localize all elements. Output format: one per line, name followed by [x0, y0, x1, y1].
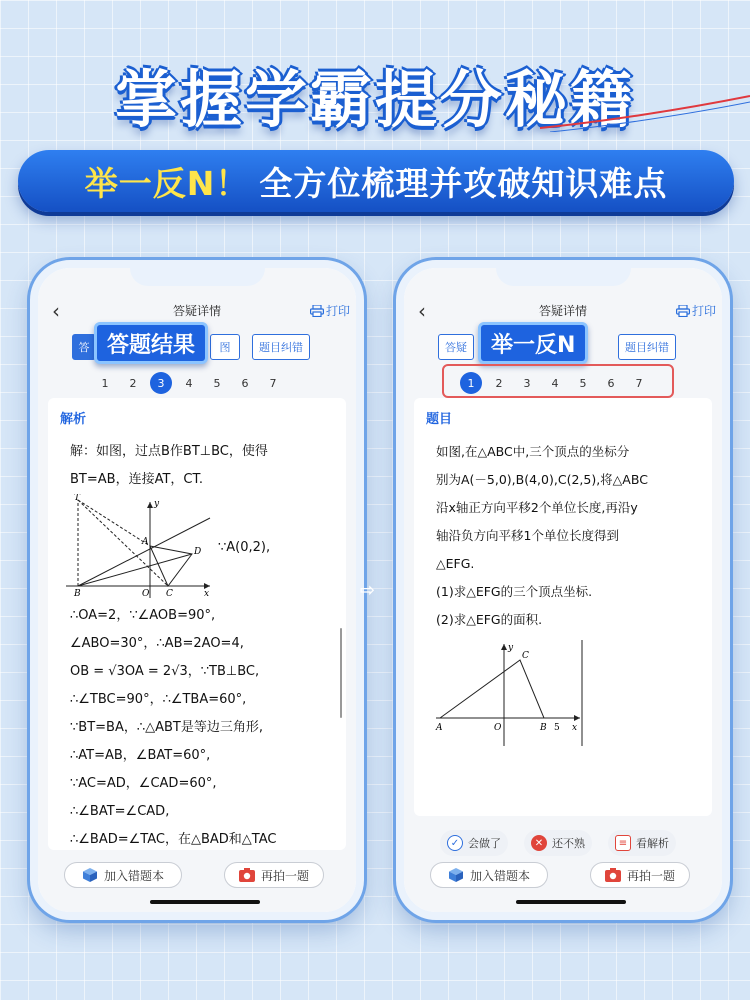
add-wrong-book-label: 加入错题本	[103, 868, 164, 883]
solution-line: ∴∠BAD=∠TAC，在△BAD和△TAC	[70, 832, 277, 847]
label-A: A	[142, 537, 149, 547]
document-icon: ≡	[615, 835, 631, 851]
label-x: x	[572, 723, 578, 733]
tab-answer[interactable]: 答	[72, 334, 96, 360]
print-label: 打印	[325, 304, 350, 318]
camera-icon	[605, 868, 621, 882]
add-wrong-book-button[interactable]	[430, 862, 548, 888]
triangle-figure	[434, 638, 584, 748]
page-6[interactable]: 6	[607, 376, 615, 390]
question-pager	[460, 372, 656, 394]
view-analysis-label: 看解析	[636, 837, 669, 850]
not-familiar-button[interactable]	[524, 830, 592, 856]
cube-icon	[448, 867, 464, 883]
phone-notch	[496, 260, 631, 286]
got-it-label: 会做了	[468, 837, 501, 850]
page-7[interactable]: 7	[269, 376, 277, 390]
tab-error-correction[interactable]: 题目纠错	[618, 334, 676, 360]
print-button[interactable]	[310, 302, 350, 319]
not-familiar-label: 还不熟	[552, 837, 585, 850]
phone-notch	[130, 260, 265, 286]
add-wrong-book-label: 加入错题本	[469, 868, 530, 883]
print-label: 打印	[691, 304, 716, 318]
solution-line: ∠ABO=30°，∴AB=2AO=4,	[70, 636, 244, 651]
solution-text	[70, 438, 334, 850]
solution-line: ∴∠BAT=∠CAD,	[70, 804, 170, 819]
label-x: x	[204, 589, 210, 599]
printer-icon	[676, 305, 690, 317]
scrollbar[interactable]	[340, 628, 342, 718]
page-2[interactable]: 2	[495, 376, 503, 390]
phone-draw-inferences	[396, 260, 730, 920]
page-3[interactable]: 3	[523, 376, 531, 390]
solution-line: 解：如图，过点B作BT⊥BC，使得	[70, 444, 268, 459]
question-line: 沿x轴正方向平移2个单位长度,再沿y	[436, 500, 638, 515]
label-C: C	[522, 651, 529, 661]
section-title: 解析	[60, 412, 87, 427]
page-title: 答疑详情	[538, 304, 587, 318]
solution-line: BT=AB，连接AT，CT.	[70, 472, 203, 487]
question-pager	[94, 372, 290, 394]
bottom-actions	[404, 862, 722, 892]
bottom-actions	[38, 862, 356, 892]
cube-icon	[82, 867, 98, 883]
page-1[interactable]: 1	[101, 376, 109, 390]
label-5: 5	[554, 723, 560, 733]
tab-error-correction[interactable]: 题目纠错	[252, 334, 310, 360]
phone-screen	[38, 268, 356, 912]
page-7[interactable]: 7	[635, 376, 643, 390]
label-y: y	[154, 499, 160, 509]
label-C: C	[166, 589, 173, 599]
label-A: A	[436, 723, 443, 733]
solution-card	[48, 398, 346, 850]
home-indicator	[516, 900, 626, 904]
view-analysis-button[interactable]	[608, 830, 676, 856]
banner-accent: 举一反N！	[84, 163, 250, 203]
solution-line: ∴OA=2，∵∠AOB=90°,	[70, 608, 216, 623]
tab-figure[interactable]: 图	[210, 334, 240, 360]
geometry-figure	[64, 494, 214, 602]
back-icon[interactable]: ‹	[52, 299, 60, 323]
page-1[interactable]: 1	[460, 372, 482, 394]
solution-line: OB = √3OA = 2√3，∵TB⊥BC,	[70, 664, 260, 679]
close-icon: ✕	[531, 835, 547, 851]
phone-screen	[404, 268, 722, 912]
question-text	[436, 438, 700, 758]
page-3[interactable]: 3	[150, 372, 172, 394]
phone-answer-result	[30, 260, 364, 920]
section-title: 题目	[426, 412, 453, 427]
question-line: (1)求△EFG的三个顶点坐标.	[436, 584, 593, 599]
solution-figure-row	[70, 494, 334, 602]
page-4[interactable]: 4	[551, 376, 559, 390]
solution-line: ∵BT=BA，∴△ABT是等边三角形,	[70, 720, 263, 735]
label-D: D	[194, 547, 202, 557]
label-y: y	[508, 643, 514, 653]
page-4[interactable]: 4	[185, 376, 193, 390]
label-B: B	[74, 589, 81, 599]
back-icon[interactable]: ‹	[418, 299, 426, 323]
overlay-draw-inferences: 举一反N	[478, 322, 588, 364]
question-line: △EFG.	[436, 556, 475, 571]
retake-label: 再拍一题	[626, 868, 675, 883]
arrow-icon: ⇨	[360, 580, 376, 601]
label-B: B	[540, 723, 547, 733]
retake-label: 再拍一题	[260, 868, 309, 883]
page-6[interactable]: 6	[241, 376, 249, 390]
page-title: 答疑详情	[172, 304, 221, 318]
page-2[interactable]: 2	[129, 376, 137, 390]
decorative-swoosh	[540, 92, 750, 132]
got-it-button[interactable]	[440, 830, 508, 856]
banner-text: 全方位梳理并攻破知识难点	[259, 163, 668, 203]
home-indicator	[150, 900, 260, 904]
label-O: O	[494, 723, 502, 733]
camera-icon	[239, 868, 255, 882]
question-card	[414, 398, 712, 816]
solution-line: ∴∠TBC=90°，∴∠TBA=60°,	[70, 692, 247, 707]
question-line: 别为A(－5,0),B(4,0),C(2,5),将△ABC	[436, 472, 648, 487]
promo-banner	[18, 150, 734, 212]
question-line: 轴沿负方向平移1个单位长度得到	[436, 528, 619, 543]
page-5[interactable]: 5	[579, 376, 587, 390]
label-O: O	[142, 589, 150, 599]
check-icon: ✓	[447, 835, 463, 851]
add-wrong-book-button[interactable]	[64, 862, 182, 888]
feedback-row	[414, 830, 712, 856]
overlay-answer-result: 答题结果	[94, 322, 208, 364]
retake-button[interactable]	[224, 862, 324, 888]
label-T: T	[74, 494, 81, 503]
solution-line: ∵AC=AD，∠CAD=60°,	[70, 776, 217, 791]
solution-line: ∵A(0,2),	[218, 540, 271, 555]
question-line: 如图,在△ABC中,三个顶点的坐标分	[436, 444, 630, 459]
page-5[interactable]: 5	[213, 376, 221, 390]
question-line: (2)求△EFG的面积.	[436, 612, 543, 627]
solution-line: ∴AT=AB，∠BAT=60°,	[70, 748, 211, 763]
retake-button[interactable]	[590, 862, 690, 888]
headline: 掌握学霸提分秘籍	[114, 63, 635, 136]
print-button[interactable]	[676, 302, 716, 319]
printer-icon	[310, 305, 324, 317]
tab-answer[interactable]: 答疑	[438, 334, 474, 360]
